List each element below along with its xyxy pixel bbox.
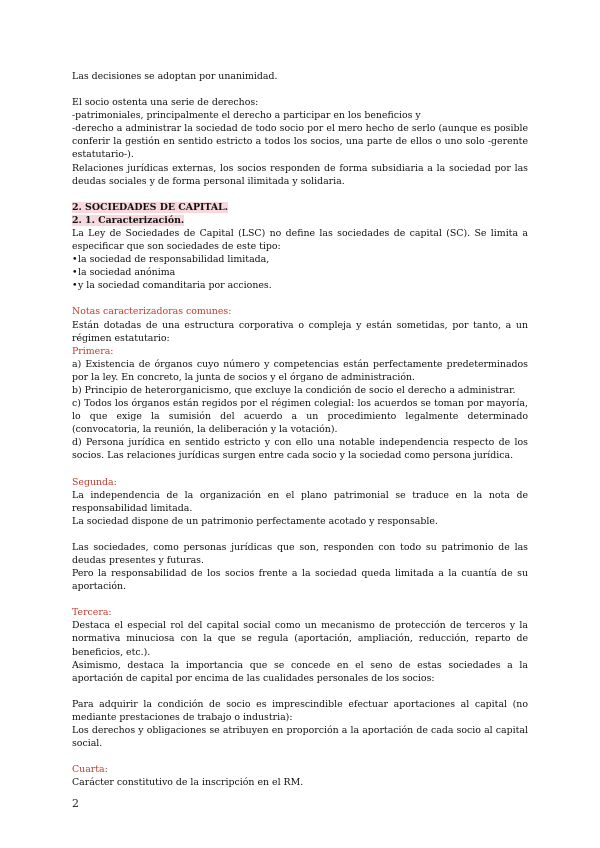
notas-heading: Notas caracterizadoras comunes: (72, 306, 232, 318)
paragraph-relaciones-externas: Relaciones jurídicas externas, los socios responden de forma subsidiaria a la sociedad por las deudas sociales y de forma personal ilimitada y solidaria. (72, 162, 528, 187)
section-title-text: 2. SOCIEDADES DE CAPITAL. (72, 201, 228, 213)
tercera-heading: Tercera: (72, 607, 112, 619)
segunda-paragraph-1: La independencia de la organización en el plano patrimonial se traduce en la nota de responsabilidad limitada. (72, 489, 528, 514)
primera-item-a: a) Existencia de órganos cuyo número y competencias están perfectamente predeterminados por la ley. En concreto, la junta de socios y el órgano de administración. (72, 358, 528, 383)
tercera-paragraph-2: Asimismo, destaca la importancia que se concede en el seno de estas sociedades a la aportación de capital por encima de las cualidades personales de los socios: (72, 659, 528, 684)
list-item-text: la sociedad anónima (78, 267, 176, 279)
list-item (72, 253, 528, 266)
tercera-paragraph-3: Para adquirir la condición de socio es imprescindible efectuar aportaciones al capital (no mediante prestaciones de trabajo o industria): (72, 698, 528, 723)
segunda-paragraph-2: La sociedad dispone de un patrimonio perfectamente acotado y responsable. (72, 515, 438, 527)
tercera-paragraph-1: Destaca el especial rol del capital social como un mecanismo de protección de terceros y la normativa minuciosa con la que se regula (aportación, ampliación, reducción, reparto de beneficios, etc.). (72, 620, 528, 658)
primera-item-c: c) Todos los órganos están regidos por el régimen colegial: los acuerdos se toman por mayoría, lo que exige la sumisión del acuerdo a un procedimiento legalmente determinado (convocatoria, la reunión, la deliberación y la votación). (72, 398, 528, 436)
paragraph-derecho-administrar: -derecho a administrar la sociedad de todo socio por el mero hecho de serlo (aunque es posible conferir la gestión en sentido estricto a todos los socios, una parte de ellos o uno solo -gerente estatutario-). (72, 123, 528, 161)
bullet-icon: • (72, 280, 78, 292)
page-number: 2 (72, 797, 79, 810)
primera-item-b: b) Principio de heterorganicismo, que excluye la condición de socio el derecho a administrar. (72, 384, 516, 396)
paragraph-derechos-patrimoniales: -patrimoniales, principalmente el derecho a participar en los beneficios y (72, 110, 421, 122)
segunda-heading: Segunda: (72, 476, 117, 488)
subsection-title (72, 214, 528, 227)
bullet-icon: • (72, 267, 78, 279)
paragraph-lsc-intro: La Ley de Sociedades de Capital (LSC) no define las sociedades de capital (SC). Se limita a especificar que son sociedades de este tipo: (72, 227, 528, 253)
subsection-title-text: 2. 1. Caracterización. (72, 214, 185, 226)
bullet-icon: • (72, 254, 78, 266)
page-content (72, 70, 528, 789)
primera-heading: Primera: (72, 345, 114, 357)
list-item (72, 266, 528, 279)
primera-item-d: d) Persona jurídica en sentido estricto y con ello una notable independencia respecto de los socios. Las relaciones jurídicas surgen entre cada socio y la sociedad como persona jurídica. (72, 437, 528, 462)
segunda-paragraph-3: Las sociedades, como personas jurídicas que son, responden con todo su patrimonio de las deudas presentes y futuras. (72, 541, 528, 566)
paragraph-unanimidad: Las decisiones se adoptan por unanimidad. (72, 71, 278, 82)
segunda-paragraph-4: Pero la responsabilidad de los socios frente a la sociedad queda limitada a la cuantía de su aportación. (72, 568, 528, 593)
cuarta-paragraph: Carácter constitutivo de la inscripción en el RM. (72, 777, 304, 789)
list-item (72, 279, 528, 292)
cuarta-heading: Cuarta: (72, 764, 108, 776)
paragraph-notas-intro: Están dotadas de una estructura corporativa o compleja y están sometidas, por tanto, a un régimen estatutario: (72, 319, 528, 344)
paragraph-derechos-intro: El socio ostenta una serie de derechos: (72, 97, 259, 109)
list-item-text: y la sociedad comanditaria por acciones. (78, 280, 272, 292)
list-item-text: la sociedad de responsabilidad limitada, (78, 254, 270, 266)
tercera-paragraph-4: Los derechos y obligaciones se atribuyen en proporción a la aportación de cada socio al capital social. (72, 725, 528, 750)
section-title (72, 201, 528, 214)
